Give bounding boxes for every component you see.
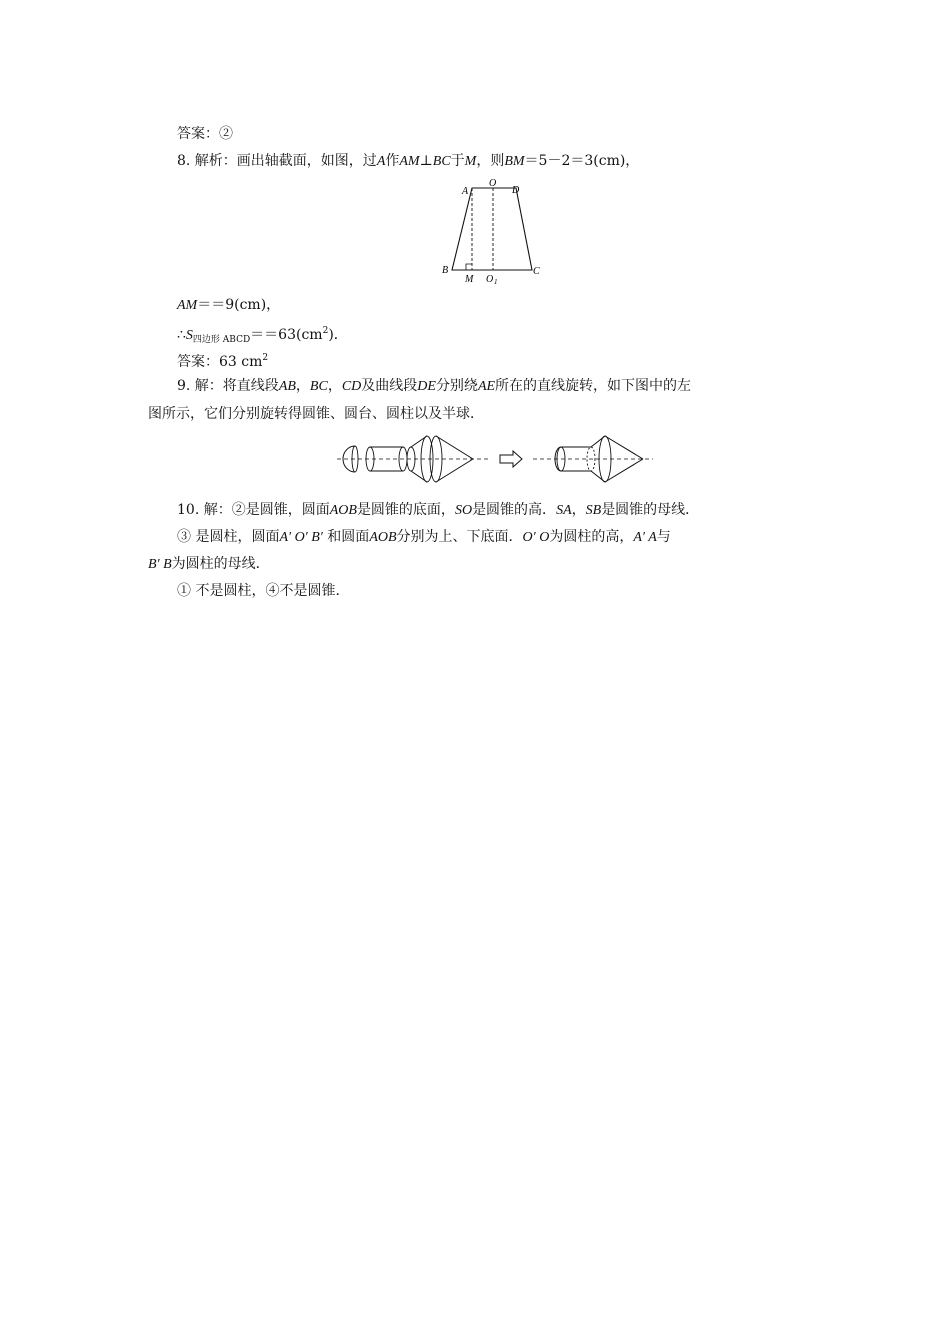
q9-text-a: 9. 解：将直线段 bbox=[177, 378, 279, 394]
var-BB-prime: B′ B bbox=[148, 557, 172, 572]
q10-line-2 bbox=[177, 527, 671, 548]
q10-l2-text-d: 为圆柱的高， bbox=[549, 529, 634, 545]
am-line bbox=[177, 295, 280, 316]
q9-line-1 bbox=[177, 376, 691, 397]
var-AOB-prime: A′ O′ B′ bbox=[279, 530, 323, 545]
var-SO: SO bbox=[454, 503, 473, 518]
var-BC: BC bbox=[432, 154, 451, 169]
solids-figure bbox=[335, 430, 655, 490]
answer-8-sup: 2 bbox=[262, 353, 269, 363]
area-value: ＝＝63(cm bbox=[250, 327, 323, 343]
answer-7: 答案：② bbox=[177, 126, 233, 142]
q10-l3-text: 为圆柱的母线． bbox=[171, 556, 270, 572]
text-yu: 于 bbox=[450, 153, 465, 169]
q10-text-b: 是圆锥的底面， bbox=[356, 502, 455, 518]
var-BM: BM bbox=[504, 154, 525, 169]
var-DE: DE bbox=[417, 379, 436, 394]
q10-text-c: 是圆锥的高． bbox=[472, 502, 557, 518]
var-A: A bbox=[376, 154, 386, 169]
var-M: M bbox=[464, 154, 477, 169]
comma-2: ， bbox=[327, 378, 342, 394]
answer-8 bbox=[177, 348, 268, 372]
text-zuo: 作 bbox=[385, 153, 400, 169]
q10-l2-text-c: 分别为上、下底面． bbox=[396, 529, 523, 545]
label-B: B bbox=[442, 265, 449, 276]
var-AA-prime: A′ A bbox=[633, 530, 657, 545]
perp-symbol: ⊥ bbox=[419, 153, 433, 169]
var-AOB-2: AOB bbox=[369, 530, 397, 545]
q10-l2-text-e: 与 bbox=[656, 529, 671, 545]
s-subscript: 四边形 ABCD bbox=[192, 335, 251, 345]
q10-text-e: 是圆锥的母线． bbox=[601, 502, 700, 518]
q10-text-a: 10. 解：②是圆锥，圆面 bbox=[177, 502, 330, 518]
var-SA: SA bbox=[556, 503, 572, 518]
q10-l2-text-b: 和圆面 bbox=[322, 529, 370, 545]
q10-l2-text-a: ③ 是圆柱，圆面 bbox=[177, 529, 280, 545]
var-AE: AE bbox=[477, 379, 496, 394]
area-end: )． bbox=[328, 327, 348, 343]
q9-line-2: 图所示，它们分别旋转得圆锥、圆台、圆柱以及半球． bbox=[148, 406, 484, 422]
trapezoid-figure bbox=[438, 176, 548, 286]
label-O: O bbox=[489, 178, 497, 189]
var-AM-2: AM bbox=[177, 298, 198, 313]
area-superscript: 2 bbox=[322, 326, 329, 336]
q9-text-fen: 分别绕 bbox=[435, 378, 478, 394]
label-M: M bbox=[465, 274, 474, 285]
q8-solution-line bbox=[177, 151, 639, 172]
am-value: ＝＝9(cm)， bbox=[197, 297, 281, 313]
answer-8-text: 答案：63 cm bbox=[177, 354, 263, 370]
q10-line-1 bbox=[177, 500, 699, 521]
q9-text-rest: 所在的直线旋转，如下图中的左 bbox=[495, 378, 692, 394]
bm-equation: ＝5－2＝3(cm)， bbox=[524, 153, 640, 169]
label-D: D bbox=[512, 185, 520, 196]
area-line bbox=[177, 321, 348, 350]
var-OO-prime: O′ O bbox=[522, 530, 550, 545]
q9-text-ji: 及曲线段 bbox=[361, 378, 418, 394]
var-BC-2: BC bbox=[309, 379, 328, 394]
var-AOB: AOB bbox=[329, 503, 357, 518]
q8-intro: 8. 解析：画出轴截面，如图，过 bbox=[177, 153, 377, 169]
var-AM: AM bbox=[399, 154, 420, 169]
label-A: A bbox=[462, 186, 469, 197]
q10-text-d: ， bbox=[571, 502, 586, 518]
q10-line-3 bbox=[148, 554, 270, 575]
label-C: C bbox=[533, 266, 540, 277]
var-CD: CD bbox=[341, 379, 362, 394]
var-AB: AB bbox=[278, 379, 296, 394]
var-S: S bbox=[185, 328, 193, 343]
var-SB: SB bbox=[585, 503, 602, 518]
label-O1: O bbox=[486, 274, 494, 285]
text-ze: ，则 bbox=[476, 153, 505, 169]
q10-line-4: ① 不是圆柱，④不是圆锥． bbox=[177, 583, 350, 599]
comma-1: ， bbox=[295, 378, 310, 394]
therefore-symbol: ∴ bbox=[177, 327, 186, 343]
label-O1-sub: 1 bbox=[494, 278, 498, 286]
